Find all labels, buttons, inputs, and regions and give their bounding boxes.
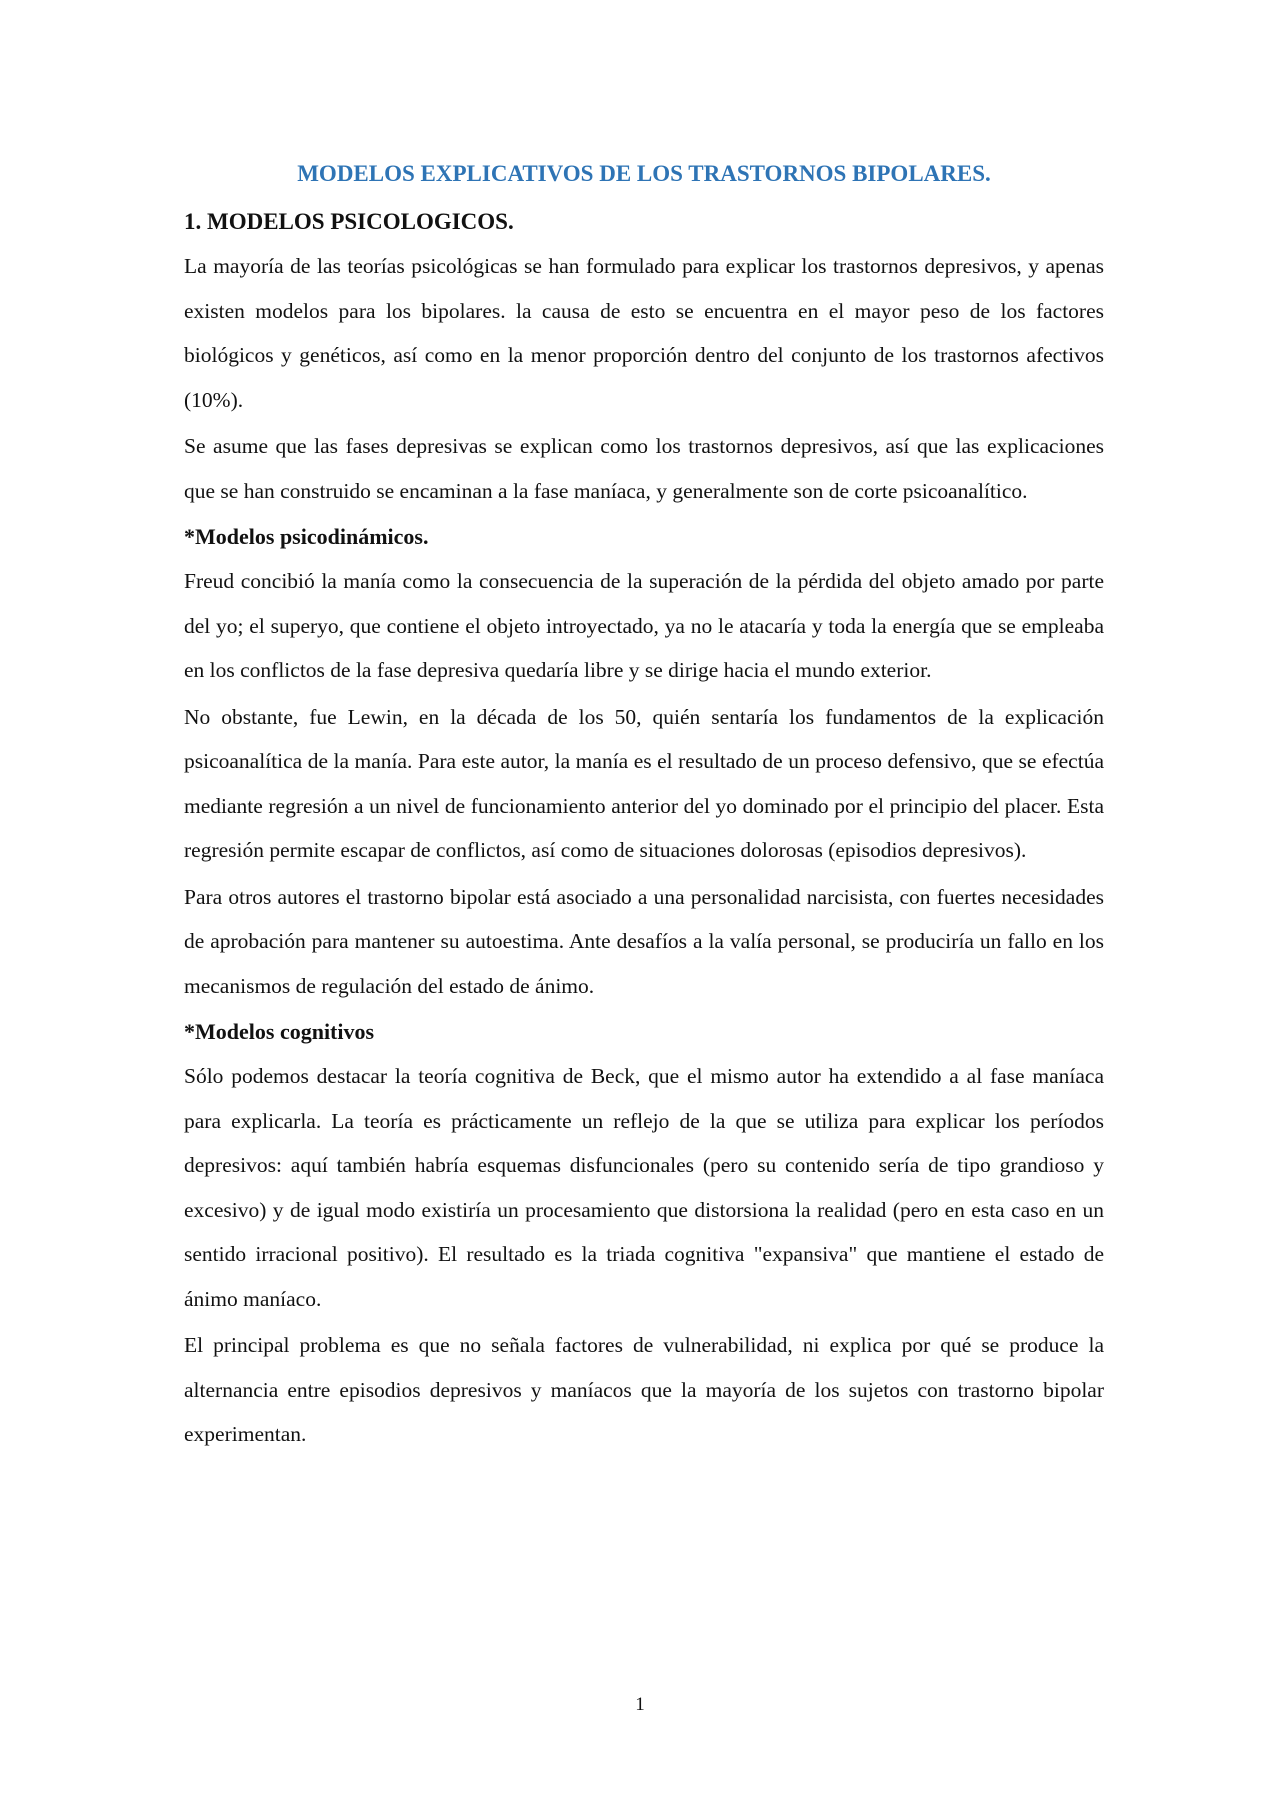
cognitive-heading: *Modelos cognitivos: [184, 1019, 375, 1044]
psychodynamic-paragraph-2: No obstante, fue Lewin, en la década de los 50, quién sentaría los fundamentos de la explicación psicoanalítica de la manía. Para este autor, la manía es el resultado de un proceso defensivo, que se efectúa mediante regresión a un nivel de funcionamiento anterior del yo dominado por el principio del placer. Esta regresión permite escapar de conflictos, así como de situaciones dolorosas (episodios depresivos).: [184, 704, 1104, 862]
section-heading: 1. MODELOS PSICOLOGICOS.: [184, 209, 514, 234]
document-title: MODELOS EXPLICATIVOS DE LOS TRASTORNOS BIPOLARES.: [297, 161, 991, 186]
psychodynamic-heading: *Modelos psicodinámicos.: [184, 524, 429, 549]
cognitive-paragraph-1: Sólo podemos destacar la teoría cognitiva de Beck, que el mismo autor ha extendido a al fase maníaca para explicarla. La teoría es prácticamente un reflejo de la que se utiliza para explicar los períodos depresivos: aquí también habría esquemas disfuncionales (pero su contenido sería de tipo grandioso y excesivo) y de igual modo existiría un procesamiento que distorsiona la realidad (pero en esta caso en un sentido irracional positivo). El resultado es la triada cognitiva "expansiva" que mantiene el estado de ánimo maníaco.: [184, 1064, 1104, 1311]
page-number: 1: [635, 1694, 645, 1715]
psychodynamic-paragraph-1: Freud concibió la manía como la consecuencia de la superación de la pérdida del objeto amado por parte del yo; el superyo, que contiene el objeto introyectado, ya no le atacaría y toda la energía que se empleaba en los conflictos de la fase depresiva quedaría libre y se dirige hacia el mundo exterior.: [184, 569, 1104, 682]
intro-paragraph-2: Se asume que las fases depresivas se explican como los trastornos depresivos, así que las explicaciones que se han construido se encaminan a la fase maníaca, y generalmente son de corte psicoanalítico.: [184, 434, 1104, 503]
intro-paragraph-1: La mayoría de las teorías psicológicas se han formulado para explicar los trastornos depresivos, y apenas existen modelos para los bipolares. la causa de esto se encuentra en el mayor peso de los factores biológicos y genéticos, así como en la menor proporción dentro del conjunto de los trastornos afectivos (10%).: [184, 254, 1104, 412]
psychodynamic-paragraph-3: Para otros autores el trastorno bipolar está asociado a una personalidad narcisista, con fuertes necesidades de aprobación para mantener su autoestima. Ante desafíos a la valía personal, se produciría un fallo en los mecanismos de regulación del estado de ánimo.: [184, 884, 1104, 998]
page-content: [184, 152, 1104, 1459]
cognitive-paragraph-2: El principal problema es que no señala factores de vulnerabilidad, ni explica por qué se produce la alternancia entre episodios depresivos y maníacos que la mayoría de los sujetos con trastorno bipolar experimentan.: [184, 1333, 1104, 1446]
